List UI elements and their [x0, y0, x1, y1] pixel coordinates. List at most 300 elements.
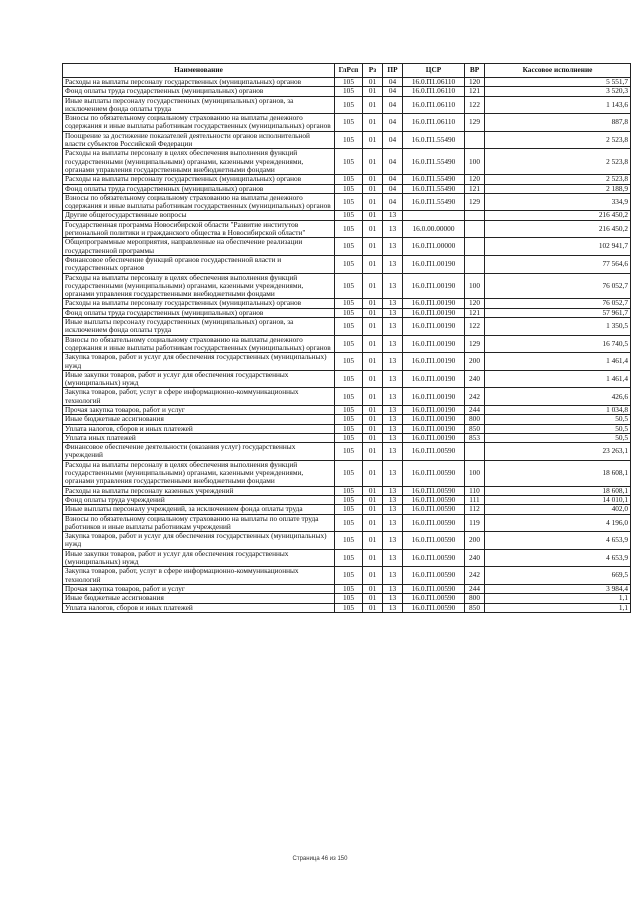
row-name: Расходы на выплаты персоналу в целях обеспечения выполнения функций государственными (муниципальными) органами, казенными учреждениями, органами управления государственными внебюджетными фондами [63, 273, 335, 299]
row-pr: 13 [383, 532, 403, 550]
row-pr: 13 [383, 549, 403, 567]
table-row [63, 370, 631, 388]
row-rz: 01 [363, 114, 383, 132]
row-glrsp: 105 [335, 238, 363, 256]
row-rz: 01 [363, 405, 383, 414]
row-name: Расходы на выплаты персоналу государственных (муниципальных) органов [63, 175, 335, 184]
row-csr: 16.0.П1.55490 [403, 175, 465, 184]
row-amount: 76 052,7 [485, 299, 631, 308]
row-name: Взносы по обязательному социальному страхованию на выплаты по оплате труда работников и иные выплаты работникам учреждений [63, 514, 335, 532]
row-name: Уплата налогов, сборов и иных платежей [63, 603, 335, 612]
row-name: Взносы по обязательному социальному страхованию на выплаты денежного содержания и иные выплаты работникам государственных (муниципальных) органов [63, 335, 335, 353]
row-rz: 01 [363, 96, 383, 114]
row-csr: 16.0.П1.55490 [403, 184, 465, 193]
row-name: Финансовое обеспечение функций органов государственной власти и государственных органов [63, 255, 335, 273]
table-row [63, 184, 631, 193]
row-vr [465, 255, 485, 273]
row-pr: 13 [383, 424, 403, 433]
row-glrsp: 105 [335, 388, 363, 406]
row-glrsp: 105 [335, 443, 363, 461]
table-row [63, 353, 631, 371]
row-amount: 16 740,5 [485, 335, 631, 353]
row-vr: 110 [465, 486, 485, 495]
table-row [63, 495, 631, 504]
row-glrsp: 105 [335, 353, 363, 371]
row-pr: 13 [383, 405, 403, 414]
budget-execution-table [62, 63, 631, 613]
row-vr: 121 [465, 184, 485, 193]
row-glrsp: 105 [335, 184, 363, 193]
row-amount: 4 653,9 [485, 549, 631, 567]
row-vr: 200 [465, 353, 485, 371]
row-name: Взносы по обязательному социальному страхованию на выплаты денежного содержания и иные выплаты работникам государственных (муниципальных) органов [63, 114, 335, 132]
row-csr: 16.0.П1.00190 [403, 415, 465, 424]
row-glrsp: 105 [335, 96, 363, 114]
table-row [63, 549, 631, 567]
row-vr: 240 [465, 549, 485, 567]
row-pr: 13 [383, 388, 403, 406]
row-pr: 13 [383, 443, 403, 461]
row-rz: 01 [363, 87, 383, 96]
row-name: Закупка товаров, работ, услуг в сфере информационно-коммуникационных технологий [63, 388, 335, 406]
row-csr: 16.0.П1.00590 [403, 495, 465, 504]
table-body [63, 78, 631, 613]
row-glrsp: 105 [335, 78, 363, 87]
row-amount: 2 188,9 [485, 184, 631, 193]
row-name: Расходы на выплаты персоналу казенных учреждений [63, 486, 335, 495]
row-csr: 16.0.П1.55490 [403, 131, 465, 149]
row-pr: 13 [383, 335, 403, 353]
table-row [63, 308, 631, 317]
row-pr: 13 [383, 505, 403, 514]
row-glrsp: 105 [335, 318, 363, 336]
page-number: Страница 46 из 150 [292, 856, 348, 862]
row-vr: 100 [465, 273, 485, 299]
row-csr: 16.0.П1.00190 [403, 388, 465, 406]
row-glrsp: 105 [335, 193, 363, 211]
row-rz: 01 [363, 335, 383, 353]
row-csr: 16.0.П1.00590 [403, 532, 465, 550]
row-vr: 800 [465, 415, 485, 424]
table-row [63, 460, 631, 486]
row-vr [465, 238, 485, 256]
row-name: Уплата иных платежей [63, 433, 335, 442]
row-csr: 16.0.П1.00590 [403, 505, 465, 514]
row-csr: 16.0.П1.00590 [403, 460, 465, 486]
row-amount: 2 523,8 [485, 149, 631, 175]
row-pr: 04 [383, 78, 403, 87]
row-pr: 04 [383, 193, 403, 211]
table-row [63, 149, 631, 175]
row-glrsp: 105 [335, 532, 363, 550]
row-glrsp: 105 [335, 299, 363, 308]
row-name: Закупка товаров, работ, услуг в сфере информационно-коммуникационных технологий [63, 567, 335, 585]
row-rz: 01 [363, 255, 383, 273]
row-vr: 850 [465, 603, 485, 612]
row-amount: 18 608,1 [485, 486, 631, 495]
row-pr: 04 [383, 175, 403, 184]
row-csr: 16.0.П1.00190 [403, 255, 465, 273]
row-amount: 1,1 [485, 594, 631, 603]
row-rz: 01 [363, 460, 383, 486]
row-name: Поощрение за достижение показателей деятельности органов исполнительной власти субъектов Российской Федерации [63, 131, 335, 149]
row-pr: 13 [383, 495, 403, 504]
header-vr: ВР [465, 64, 485, 78]
row-amount: 50,5 [485, 415, 631, 424]
row-amount: 50,5 [485, 433, 631, 442]
row-name: Расходы на выплаты персоналу государственных (муниципальных) органов [63, 78, 335, 87]
row-vr: 853 [465, 433, 485, 442]
row-glrsp: 105 [335, 114, 363, 132]
row-amount: 887,8 [485, 114, 631, 132]
row-vr: 242 [465, 567, 485, 585]
row-name: Расходы на выплаты персоналу государственных (муниципальных) органов [63, 299, 335, 308]
row-name: Иные закупки товаров, работ и услуг для обеспечения государственных (муниципальных) нужд [63, 370, 335, 388]
row-pr: 13 [383, 370, 403, 388]
row-glrsp: 105 [335, 131, 363, 149]
row-name: Иные закупки товаров, работ и услуг для обеспечения государственных (муниципальных) нужд [63, 549, 335, 567]
row-rz: 01 [363, 149, 383, 175]
row-glrsp: 105 [335, 594, 363, 603]
row-vr: 242 [465, 388, 485, 406]
row-csr: 16.0.П1.00190 [403, 273, 465, 299]
row-pr: 13 [383, 353, 403, 371]
row-name: Закупка товаров, работ и услуг для обеспечения государственных (муниципальных) нужд [63, 353, 335, 371]
row-amount: 1 461,4 [485, 353, 631, 371]
row-glrsp: 105 [335, 405, 363, 414]
row-rz: 01 [363, 388, 383, 406]
row-rz: 01 [363, 238, 383, 256]
row-amount: 14 010,1 [485, 495, 631, 504]
row-name: Фонд оплаты труда государственных (муниципальных) органов [63, 308, 335, 317]
row-glrsp: 105 [335, 175, 363, 184]
table-row [63, 87, 631, 96]
row-pr: 13 [383, 415, 403, 424]
row-amount: 4 653,9 [485, 532, 631, 550]
row-amount: 334,9 [485, 193, 631, 211]
row-amount: 426,6 [485, 388, 631, 406]
row-amount: 1 461,4 [485, 370, 631, 388]
row-pr: 13 [383, 486, 403, 495]
row-csr: 16.0.П1.00590 [403, 594, 465, 603]
row-rz: 01 [363, 424, 383, 433]
row-glrsp: 105 [335, 415, 363, 424]
row-glrsp: 105 [335, 514, 363, 532]
row-csr: 16.0.П1.55490 [403, 193, 465, 211]
header-glrsp: ГлРсп [335, 64, 363, 78]
row-name: Прочая закупка товаров, работ и услуг [63, 584, 335, 593]
row-pr: 13 [383, 255, 403, 273]
table-row [63, 238, 631, 256]
row-amount: 102 941,7 [485, 238, 631, 256]
table-row [63, 193, 631, 211]
row-vr [465, 211, 485, 220]
table-row [63, 114, 631, 132]
row-pr: 04 [383, 96, 403, 114]
row-rz: 01 [363, 549, 383, 567]
table-row [63, 443, 631, 461]
row-csr: 16.0.П1.00590 [403, 603, 465, 612]
row-vr: 240 [465, 370, 485, 388]
row-amount: 2 523,8 [485, 175, 631, 184]
table-row [63, 175, 631, 184]
row-glrsp: 105 [335, 370, 363, 388]
row-name: Другие общегосударственные вопросы [63, 211, 335, 220]
row-rz: 01 [363, 495, 383, 504]
row-pr: 13 [383, 594, 403, 603]
row-name: Фонд оплаты труда учреждений [63, 495, 335, 504]
row-rz: 01 [363, 299, 383, 308]
row-rz: 01 [363, 532, 383, 550]
row-vr: 129 [465, 335, 485, 353]
row-pr: 13 [383, 584, 403, 593]
row-pr: 13 [383, 211, 403, 220]
row-pr: 13 [383, 567, 403, 585]
row-rz: 01 [363, 594, 383, 603]
row-vr: 244 [465, 405, 485, 414]
row-rz: 01 [363, 308, 383, 317]
row-glrsp: 105 [335, 433, 363, 442]
row-amount: 18 608,1 [485, 460, 631, 486]
row-name: Иные бюджетные ассигнования [63, 594, 335, 603]
table-row [63, 514, 631, 532]
row-vr: 100 [465, 149, 485, 175]
row-amount: 50,5 [485, 424, 631, 433]
row-glrsp: 105 [335, 505, 363, 514]
row-vr [465, 220, 485, 238]
row-csr: 16.0.П1.00590 [403, 584, 465, 593]
row-vr: 122 [465, 96, 485, 114]
row-vr: 800 [465, 594, 485, 603]
row-glrsp: 105 [335, 567, 363, 585]
row-glrsp: 105 [335, 255, 363, 273]
row-rz: 01 [363, 273, 383, 299]
row-rz: 01 [363, 220, 383, 238]
row-name: Фонд оплаты труда государственных (муниципальных) органов [63, 184, 335, 193]
table-row [63, 273, 631, 299]
row-csr: 16.0.П1.00190 [403, 318, 465, 336]
row-vr: 129 [465, 114, 485, 132]
table-row [63, 388, 631, 406]
row-vr: 850 [465, 424, 485, 433]
row-vr: 111 [465, 495, 485, 504]
row-name: Прочая закупка товаров, работ и услуг [63, 405, 335, 414]
row-amount: 216 450,2 [485, 211, 631, 220]
row-name: Фонд оплаты труда государственных (муниципальных) органов [63, 87, 335, 96]
row-rz: 01 [363, 370, 383, 388]
row-glrsp: 105 [335, 549, 363, 567]
row-rz: 01 [363, 443, 383, 461]
table-row [63, 131, 631, 149]
table-row [63, 211, 631, 220]
row-vr: 244 [465, 584, 485, 593]
row-pr: 13 [383, 299, 403, 308]
row-amount: 3 984,4 [485, 584, 631, 593]
table-header [63, 64, 631, 78]
table-row [63, 415, 631, 424]
row-name: Финансовое обеспечение деятельности (оказания услуг) государственных учреждений [63, 443, 335, 461]
row-csr: 16.0.П1.06110 [403, 96, 465, 114]
table-row [63, 486, 631, 495]
table-row [63, 584, 631, 593]
row-csr: 16.0.П1.00590 [403, 567, 465, 585]
header-csr: ЦСР [403, 64, 465, 78]
row-pr: 13 [383, 603, 403, 612]
row-name: Закупка товаров, работ и услуг для обеспечения государственных (муниципальных) нужд [63, 532, 335, 550]
row-amount: 57 961,7 [485, 308, 631, 317]
row-amount: 669,5 [485, 567, 631, 585]
row-pr: 13 [383, 514, 403, 532]
row-vr: 119 [465, 514, 485, 532]
row-glrsp: 105 [335, 308, 363, 317]
table-row [63, 594, 631, 603]
row-csr: 16.0.П1.00190 [403, 405, 465, 414]
row-name: Общепрограммные мероприятия, направленные на обеспечение реализации государственной программы [63, 238, 335, 256]
row-vr: 200 [465, 532, 485, 550]
row-csr: 16.0.П1.00190 [403, 424, 465, 433]
row-csr: 16.0.П1.00190 [403, 370, 465, 388]
row-name: Расходы на выплаты персоналу в целях обеспечения выполнения функций государственными (муниципальными) органами, казенными учреждениями, органами управления государственными внебюджетными фондами [63, 149, 335, 175]
table-row [63, 220, 631, 238]
row-rz: 01 [363, 353, 383, 371]
row-csr: 16.0.П1.00190 [403, 308, 465, 317]
row-glrsp: 105 [335, 87, 363, 96]
row-amount: 77 564,6 [485, 255, 631, 273]
row-glrsp: 105 [335, 273, 363, 299]
row-csr: 16.0.П1.00190 [403, 335, 465, 353]
row-pr: 13 [383, 220, 403, 238]
row-amount: 4 196,0 [485, 514, 631, 532]
row-rz: 01 [363, 184, 383, 193]
row-amount: 1 350,5 [485, 318, 631, 336]
row-csr: 16.0.П1.00590 [403, 514, 465, 532]
table-row [63, 405, 631, 414]
row-glrsp: 105 [335, 584, 363, 593]
row-rz: 01 [363, 415, 383, 424]
row-name: Иные выплаты персоналу государственных (муниципальных) органов, за исключением фонда оплаты труда [63, 318, 335, 336]
row-pr: 04 [383, 149, 403, 175]
row-glrsp: 105 [335, 460, 363, 486]
table-row [63, 318, 631, 336]
row-amount: 23 263,1 [485, 443, 631, 461]
row-pr: 13 [383, 238, 403, 256]
row-vr: 121 [465, 308, 485, 317]
row-glrsp: 105 [335, 211, 363, 220]
row-csr: 16.0.П1.55490 [403, 149, 465, 175]
row-pr: 04 [383, 131, 403, 149]
row-vr: 122 [465, 318, 485, 336]
row-csr: 16.0.П1.06110 [403, 78, 465, 87]
table-row [63, 255, 631, 273]
table-row [63, 424, 631, 433]
table-row [63, 532, 631, 550]
row-rz: 01 [363, 193, 383, 211]
row-csr: 16.0.П1.00000 [403, 238, 465, 256]
row-pr: 13 [383, 433, 403, 442]
row-pr: 04 [383, 114, 403, 132]
row-glrsp: 105 [335, 220, 363, 238]
row-name: Расходы на выплаты персоналу в целях обеспечения выполнения функций государственными (муниципальными) органами, казенными учреждениями, органами управления государственными внебюджетными фондами [63, 460, 335, 486]
row-name: Иные выплаты персоналу государственных (муниципальных) органов, за исключением фонда оплаты труда [63, 96, 335, 114]
row-vr: 120 [465, 175, 485, 184]
table-row [63, 567, 631, 585]
row-rz: 01 [363, 505, 383, 514]
row-glrsp: 105 [335, 335, 363, 353]
row-name: Взносы по обязательному социальному страхованию на выплаты денежного содержания и иные выплаты работникам государственных (муниципальных) органов [63, 193, 335, 211]
header-row [63, 64, 631, 78]
row-vr: 129 [465, 193, 485, 211]
row-csr: 16.0.00.00000 [403, 220, 465, 238]
row-csr: 16.0.П1.06110 [403, 87, 465, 96]
row-pr: 13 [383, 460, 403, 486]
row-amount: 402,0 [485, 505, 631, 514]
row-glrsp: 105 [335, 495, 363, 504]
row-csr: 16.0.П1.00590 [403, 443, 465, 461]
row-rz: 01 [363, 567, 383, 585]
row-vr: 121 [465, 87, 485, 96]
row-amount: 1 143,6 [485, 96, 631, 114]
row-name: Государственная программа Новосибирской области "Развитие институтов региональной политики и гражданского общества в Новосибирской области" [63, 220, 335, 238]
row-rz: 01 [363, 514, 383, 532]
row-glrsp: 105 [335, 486, 363, 495]
row-csr: 16.0.П1.00190 [403, 299, 465, 308]
row-rz: 01 [363, 131, 383, 149]
table-row [63, 78, 631, 87]
row-vr [465, 131, 485, 149]
table-row [63, 96, 631, 114]
row-rz: 01 [363, 318, 383, 336]
row-pr: 04 [383, 184, 403, 193]
row-pr: 04 [383, 87, 403, 96]
table-row [63, 433, 631, 442]
row-csr: 16.0.П1.00190 [403, 433, 465, 442]
row-vr: 100 [465, 460, 485, 486]
row-csr: 16.0.П1.06110 [403, 114, 465, 132]
row-rz: 01 [363, 486, 383, 495]
table-row [63, 335, 631, 353]
row-rz: 01 [363, 211, 383, 220]
row-vr: 112 [465, 505, 485, 514]
row-pr: 13 [383, 273, 403, 299]
row-name: Иные бюджетные ассигнования [63, 415, 335, 424]
table-row [63, 603, 631, 612]
row-amount: 2 523,8 [485, 131, 631, 149]
row-pr: 13 [383, 308, 403, 317]
header-execution: Кассовое исполнение [485, 64, 631, 78]
header-name: Наименование [63, 64, 335, 78]
row-amount: 5 551,7 [485, 78, 631, 87]
row-rz: 01 [363, 433, 383, 442]
row-glrsp: 105 [335, 149, 363, 175]
row-amount: 1,1 [485, 603, 631, 612]
row-amount: 3 520,3 [485, 87, 631, 96]
row-csr: 16.0.П1.00590 [403, 549, 465, 567]
row-amount: 76 052,7 [485, 273, 631, 299]
row-vr: 120 [465, 299, 485, 308]
table-row [63, 505, 631, 514]
row-pr: 13 [383, 318, 403, 336]
row-csr: 16.0.П1.00590 [403, 486, 465, 495]
row-rz: 01 [363, 78, 383, 87]
row-csr: 16.0.П1.00190 [403, 353, 465, 371]
row-rz: 01 [363, 603, 383, 612]
row-rz: 01 [363, 175, 383, 184]
row-vr [465, 443, 485, 461]
row-vr: 120 [465, 78, 485, 87]
row-name: Уплата налогов, сборов и иных платежей [63, 424, 335, 433]
table-row [63, 299, 631, 308]
header-pr: ПР [383, 64, 403, 78]
